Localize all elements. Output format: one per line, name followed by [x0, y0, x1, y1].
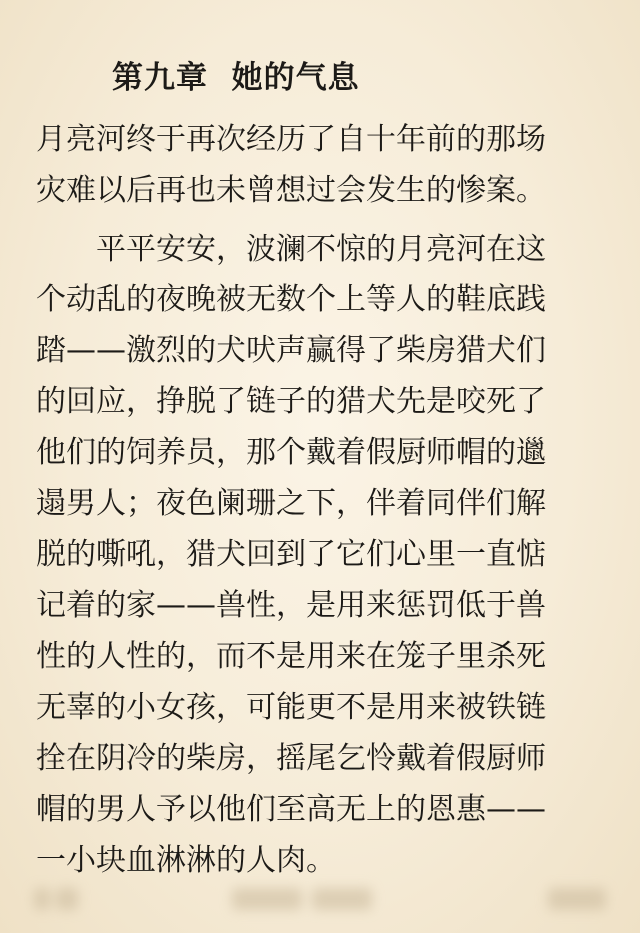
text-line: 遢男人；夜色阑珊之下，伴着同伴们解: [36, 486, 546, 521]
chapter-title: 第九章 她的气息: [112, 60, 360, 96]
text-line: 灾难以后再也未曾想过会发生的惨案。: [36, 173, 546, 208]
text-line: 记着的家——兽性，是用来惩罚低于兽: [36, 588, 546, 623]
text-line: 月亮河终于再次经历了自十年前的那场: [36, 122, 546, 157]
text-line: 他们的饲养员，那个戴着假厨师帽的邋: [36, 435, 546, 470]
text-line: 性的人性的，而不是用来在笼子里杀死: [36, 639, 546, 674]
text-line: 一小块血淋淋的人肉。: [36, 843, 336, 878]
blur-block: [312, 888, 372, 910]
text-line: 帽的男人予以他们至高无上的恩惠——: [36, 792, 546, 827]
text-line: 拴在阴冷的柴房，摇尾乞怜戴着假厨师: [36, 741, 546, 776]
text-line: 踏——激烈的犬吠声赢得了柴房猎犬们: [36, 333, 546, 368]
blur-block: [34, 888, 50, 910]
text-line: 脱的嘶吼，猎犬回到了它们心里一直惦: [36, 537, 546, 572]
blur-block: [56, 888, 78, 910]
text-line: 无辜的小女孩，可能更不是用来被铁链: [36, 690, 546, 725]
text-line: 个动乱的夜晚被无数个上等人的鞋底践: [36, 282, 546, 317]
text-line: 的回应，挣脱了链子的猎犬先是咬死了: [36, 384, 546, 419]
blurred-footer: [0, 870, 640, 933]
blur-block: [232, 888, 302, 910]
blur-block: [548, 888, 606, 910]
text-line: 平平安安，波澜不惊的月亮河在这: [96, 232, 546, 267]
